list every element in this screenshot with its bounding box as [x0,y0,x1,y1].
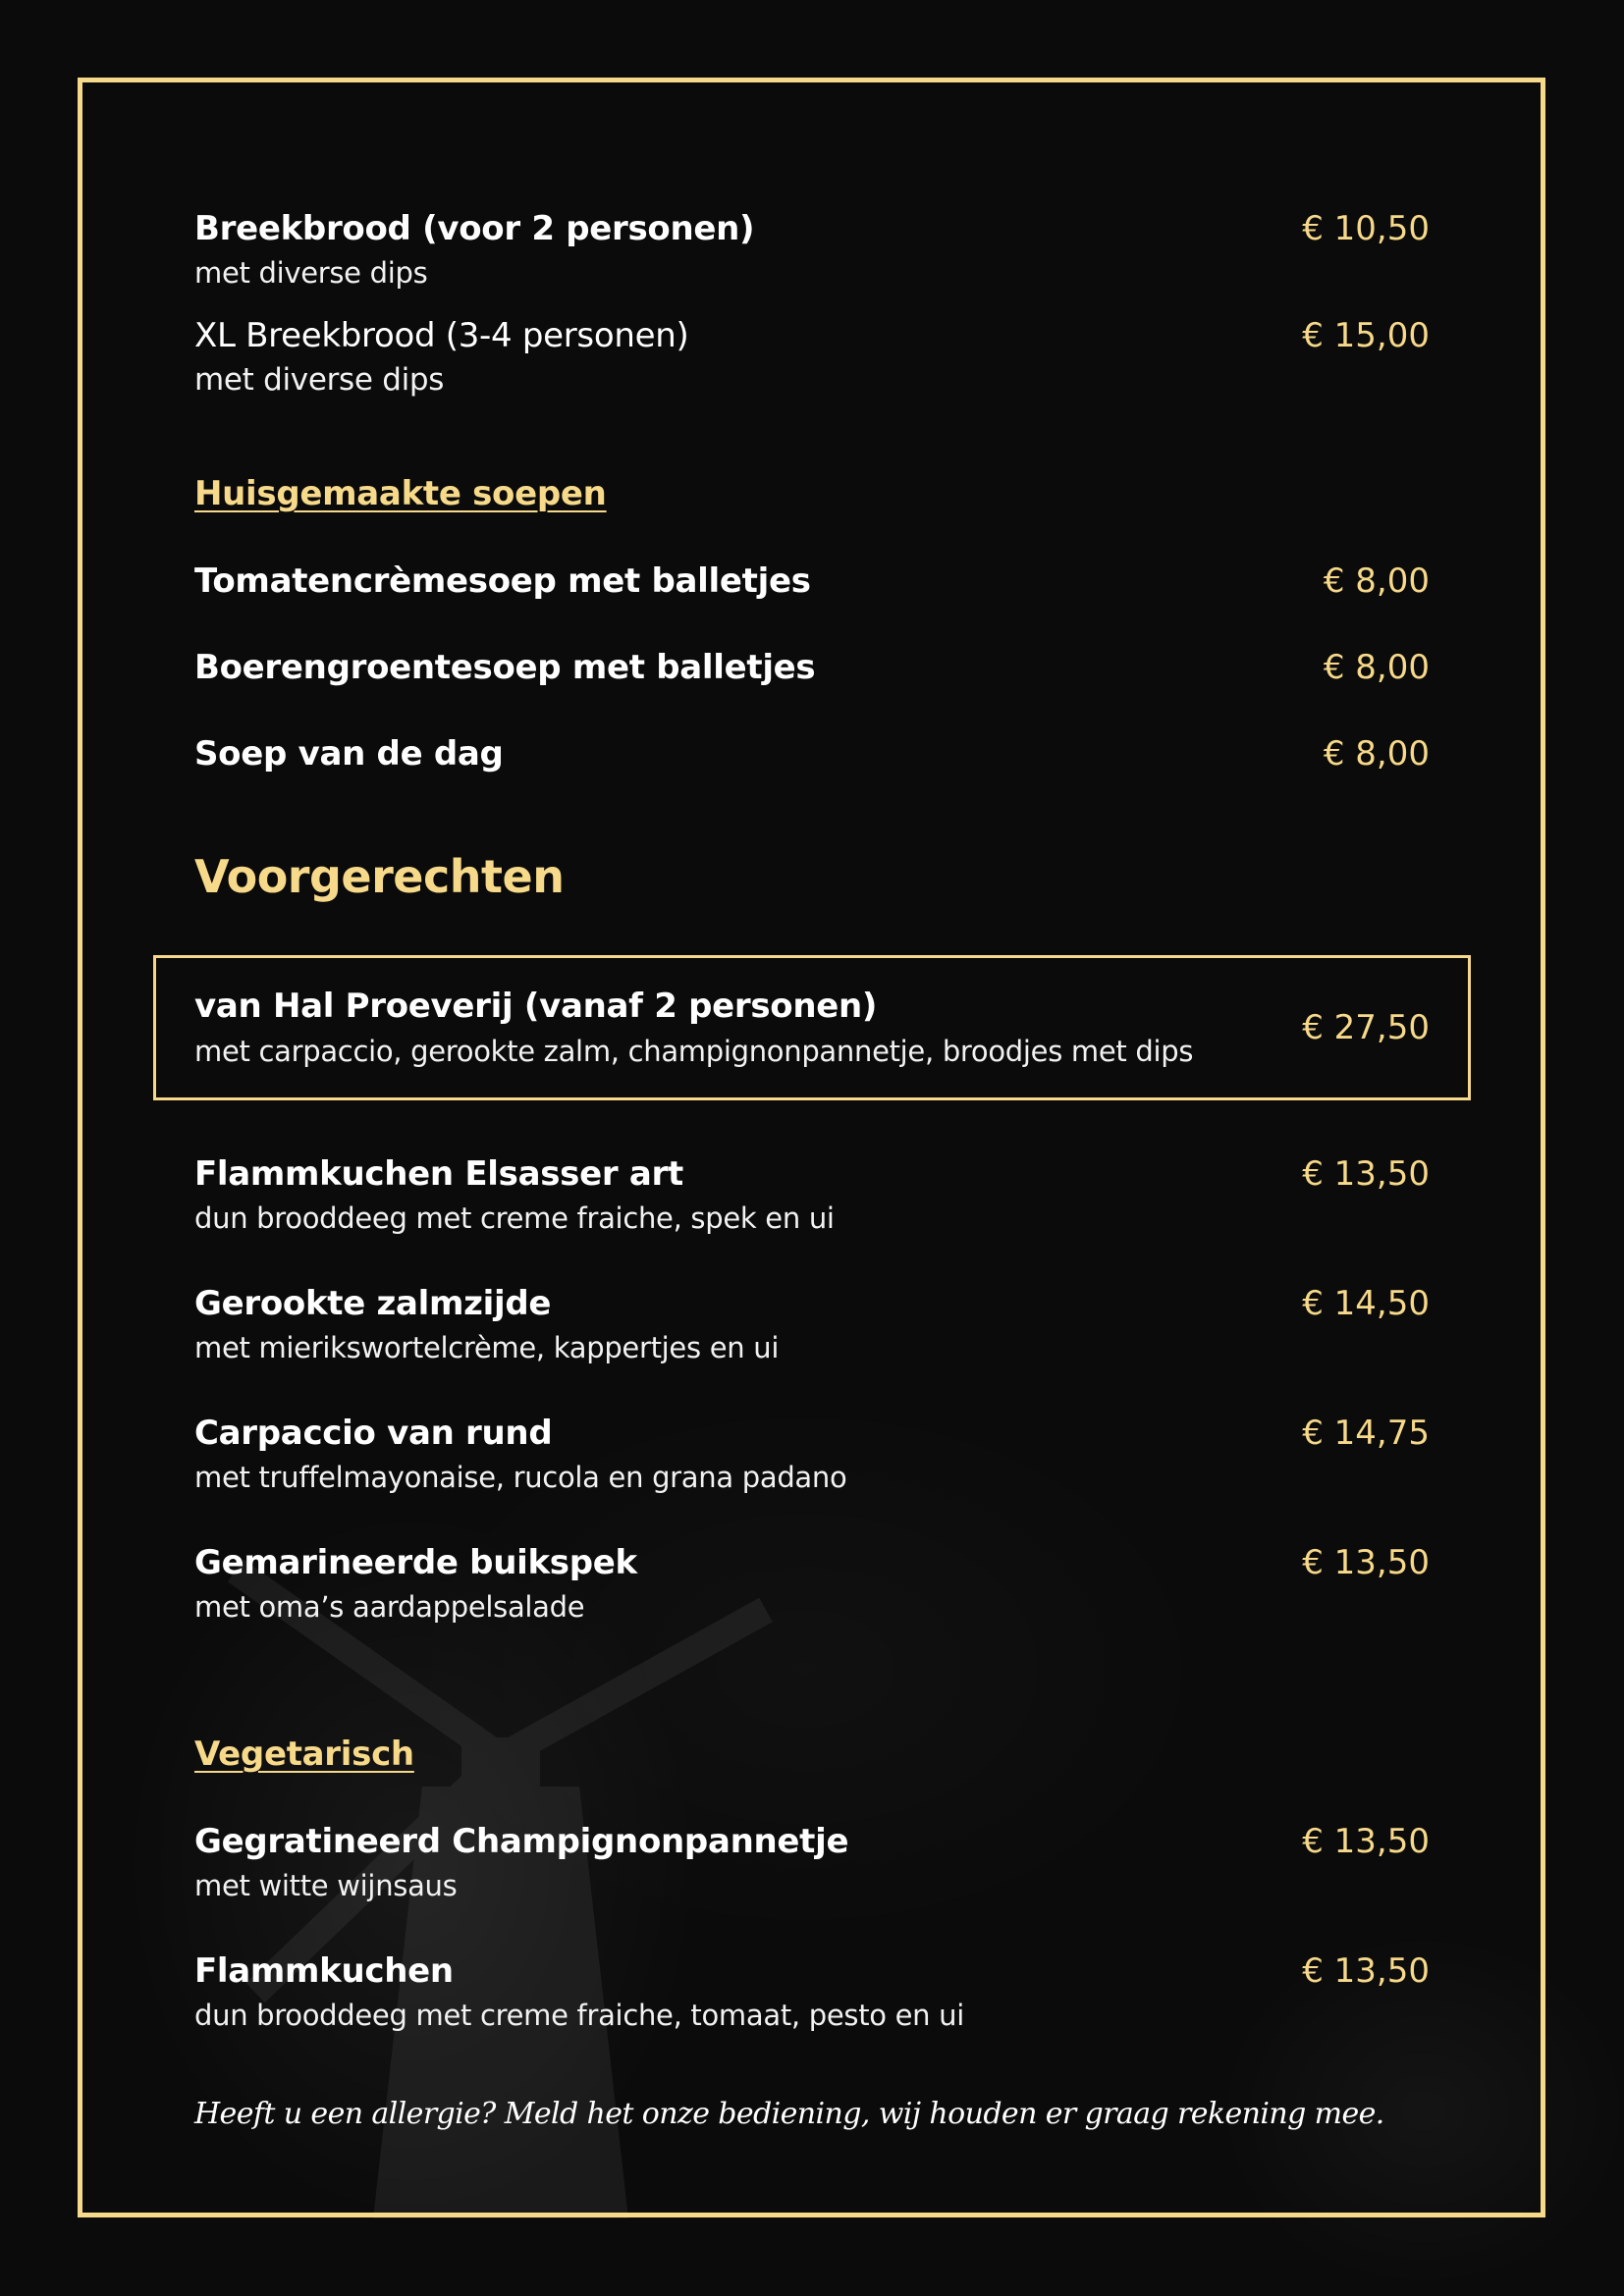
item-title: Flammkuchen [194,1951,454,1991]
item-title: Gemarineerde buikspek [194,1543,637,1582]
featured-item-title: van Hal Proeverij (vanaf 2 personen) [194,987,878,1026]
item-price: € 14,50 [1302,1284,1430,1323]
item-price: € 13,50 [1302,1543,1430,1582]
item-title: Gegratineerd Champignonpannetje [194,1822,849,1861]
section-heading-vegetarian: Vegetarisch [194,1735,414,1774]
item-title: Boerengroentesoep met balletjes [194,648,816,687]
featured-item-price: € 27,50 [1302,1008,1430,1047]
section-heading-soups: Huisgemaakte soepen [194,474,607,513]
item-price: € 13,50 [1302,1154,1430,1194]
item-subtitle: met truffelmayonaise, rucola en grana padano [194,1461,847,1494]
item-subtitle: met diverse dips [194,362,445,398]
featured-item-subtitle: met carpaccio, gerookte zalm, champignonpannetje, broodjes met dips [194,1035,1194,1068]
item-price: € 10,50 [1302,209,1430,248]
item-title: XL Breekbrood (3-4 personen) [194,316,689,355]
item-price: € 13,50 [1302,1951,1430,1991]
item-price: € 13,50 [1302,1822,1430,1861]
item-price: € 14,75 [1302,1414,1430,1453]
item-title: Tomatencrèmesoep met balletjes [194,561,811,601]
item-price: € 8,00 [1323,648,1430,687]
item-subtitle: dun brooddeeg met creme fraiche, spek en ui [194,1201,835,1235]
allergy-note: Heeft u een allergie? Meld het onze bediening, wij houden er graag rekening mee. [194,2097,1384,2131]
item-subtitle: met mierikswortelcrème, kappertjes en ui [194,1331,780,1364]
item-price: € 15,00 [1302,316,1430,355]
item-subtitle: dun brooddeeg met creme fraiche, tomaat, pesto en ui [194,1999,964,2032]
item-price: € 8,00 [1323,561,1430,601]
item-subtitle: met diverse dips [194,256,428,290]
item-title: Flammkuchen Elsasser art [194,1154,683,1194]
item-title: Carpaccio van rund [194,1414,553,1453]
item-price: € 8,00 [1323,734,1430,774]
item-title: Soep van de dag [194,734,504,774]
item-subtitle: met oma’s aardappelsalade [194,1590,585,1624]
item-title: Breekbrood (voor 2 personen) [194,209,755,248]
item-title: Gerookte zalmzijde [194,1284,552,1323]
page-heading-starters: Voorgerechten [194,850,565,903]
item-subtitle: met witte wijnsaus [194,1869,458,1902]
